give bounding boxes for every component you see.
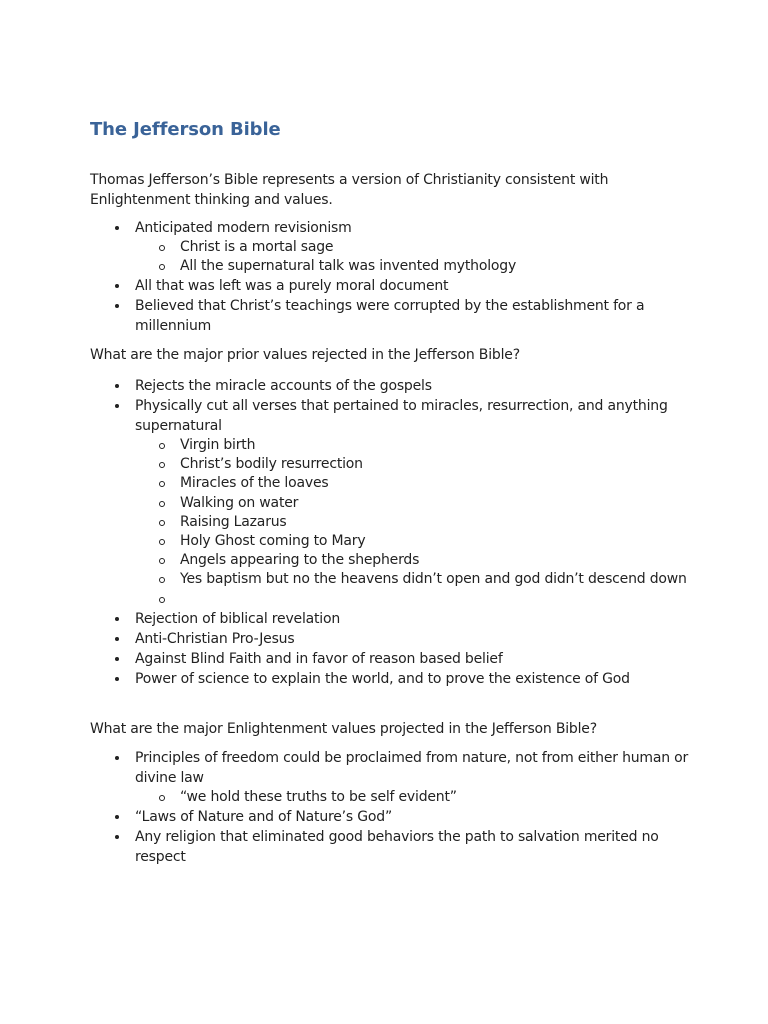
bullet-list-3 bbox=[135, 748, 695, 867]
list-item-text: Any religion that eliminated good behaviors the path to salvation merited no respect bbox=[135, 829, 659, 866]
question-1: What are the major prior values rejected in the Jefferson Bible? bbox=[90, 347, 520, 363]
list-item bbox=[135, 396, 695, 609]
list-item bbox=[135, 807, 695, 827]
sub-list-item: Miracles of the loaves bbox=[180, 474, 695, 493]
sub-list-item: Walking on water bbox=[180, 494, 695, 513]
sub-list bbox=[135, 436, 695, 609]
list-item-text: Rejection of biblical revelation bbox=[135, 610, 341, 627]
intro-paragraph: Thomas Jefferson’s Bible represents a version of Christianity consistent with Enlightenment thinking and values. bbox=[90, 172, 609, 208]
sub-list-item: “we hold these truths to be self evident” bbox=[180, 788, 695, 807]
sub-list-item: Christ’s bodily resurrection bbox=[180, 455, 695, 474]
list-item bbox=[135, 669, 695, 689]
question-2: What are the major Enlightenment values projected in the Jefferson Bible? bbox=[90, 721, 597, 737]
sub-list-item-empty bbox=[180, 590, 695, 609]
list-item bbox=[135, 629, 695, 649]
list-item bbox=[135, 827, 695, 867]
bullet-list-1 bbox=[135, 218, 695, 336]
page-title: The Jefferson Bible bbox=[90, 119, 281, 140]
sub-list-item: Holy Ghost coming to Mary bbox=[180, 532, 695, 551]
sub-list-item: All the supernatural talk was invented mythology bbox=[180, 257, 695, 276]
list-item-text: “Laws of Nature and of Nature’s God” bbox=[135, 809, 393, 826]
list-item bbox=[135, 376, 695, 396]
list-item bbox=[135, 609, 695, 629]
list-item-text: Physically cut all verses that pertained to miracles, resurrection, and anything supernatural bbox=[135, 398, 668, 434]
sub-list-item: Christ is a mortal sage bbox=[180, 238, 695, 257]
list-item-text: All that was left was a purely moral document bbox=[135, 278, 449, 295]
list-item-text: Anti-Christian Pro-Jesus bbox=[135, 630, 295, 647]
list-item bbox=[135, 649, 695, 669]
list-item bbox=[135, 296, 695, 336]
list-item-text: Believed that Christ’s teachings were corrupted by the establishment for a millennium bbox=[135, 298, 645, 335]
list-item-text: Power of science to explain the world, and to prove the existence of God bbox=[135, 670, 630, 687]
sub-list-item: Angels appearing to the shepherds bbox=[180, 551, 695, 570]
list-item bbox=[135, 218, 695, 276]
sub-list-item: Raising Lazarus bbox=[180, 513, 695, 532]
list-item-text: Principles of freedom could be proclaimed from nature, not from either human or divine law bbox=[135, 750, 689, 786]
bullet-list-2 bbox=[135, 376, 695, 689]
list-item-text: Rejects the miracle accounts of the gospels bbox=[135, 378, 432, 394]
sub-list-item: Virgin birth bbox=[180, 436, 695, 455]
sub-list bbox=[135, 788, 695, 807]
sub-list bbox=[135, 238, 695, 276]
list-item bbox=[135, 748, 695, 807]
list-item-text: Against Blind Faith and in favor of reason based belief bbox=[135, 650, 503, 667]
list-item-text: Anticipated modern revisionism bbox=[135, 220, 352, 236]
sub-list-item: Yes baptism but no the heavens didn’t open and god didn’t descend down bbox=[180, 570, 695, 589]
list-item bbox=[135, 276, 695, 296]
